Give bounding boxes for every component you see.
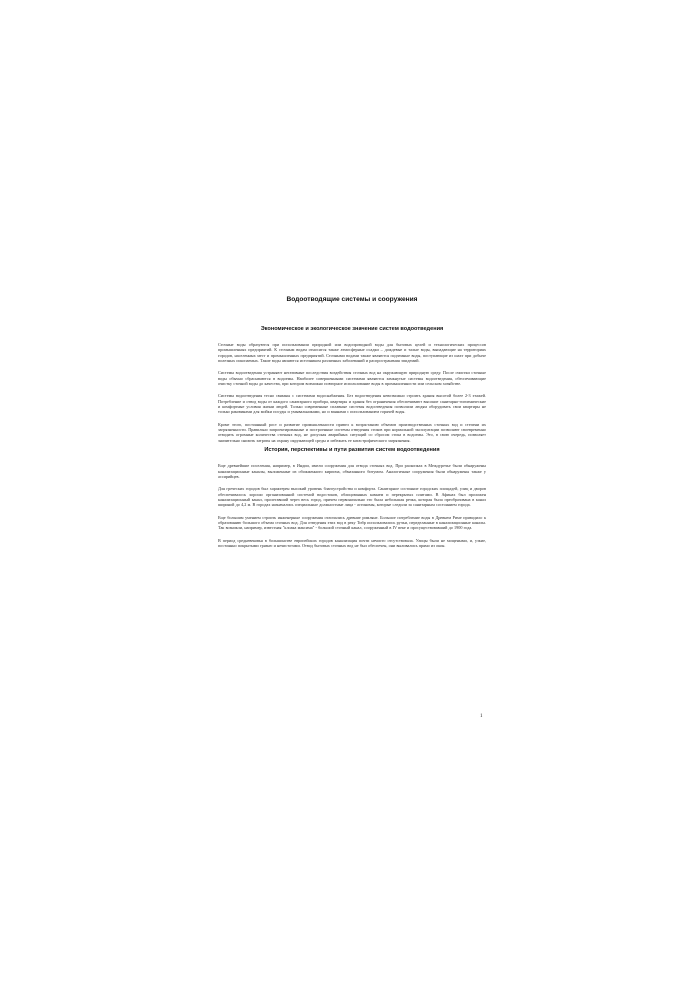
document-title: Водоотводящие системы и сооружения bbox=[286, 296, 418, 303]
page-number: 1 bbox=[480, 714, 483, 719]
paragraph: Системы водоотведения тесно связаны с системами водоснабжения. Без водоотведения невозможно строить здания высотой более 2-3 этажей. Потребление и отвод воды от каждого санитарного прибора, квартиры и здания без ограничения обеспечивают высокие санитарно-гигиенические и комфортные условия жизни людей. Только современные сплавные системы водоотведения позволили людям оборудовать свои квартиры не только раковинами для мойки посуды и умывальниками, но и ваннами с использованием горячей воды. bbox=[218, 393, 486, 415]
paragraph: В период средневековья в большинстве европейских городов канализация почти нечисто отсутствовала. Улицы были не мощеными, и, узкие, постоянно покрытыми грязью и нечистотами. Отвод бытовых сточных вод не был обеспечен, они выливались прямо из окон. bbox=[218, 537, 486, 548]
paragraph: Еще большим умением строить инженерные сооружения отличались древние римляне. Большое потребление воды в Древнем Риме приводило к образованию большого объема сточных вод. Для отведения этих вод в реку Тибр использовались ручьи, переделанные в канализационные каналы. Так возникли, например, известная "клоака максима" - большой сточный канал, сооруженный в IV веке и просуществовавший до 1900 года. bbox=[218, 514, 486, 531]
paragraph: Системы водоотведения устраняют негативные последствия воздействия сточных вод на окружающую природную среду. После очистки сточные воды обычно сбрасываются в водоемы. Наиболее совершенными системами являются замкнутые системы водоотведения, обеспечивающие очистку сточной воды до качества, при котором возможно повторное использование воды в промышленности или сельском хозяйстве. bbox=[218, 370, 486, 387]
section-heading: История, перспективы и пути развития систем водоотведения bbox=[264, 447, 440, 454]
paragraph: Сточные воды образуются при использовании природной или водопроводной воды для бытовых целей и технологических процессов промышленных предприятий. К сточным водам относятся также атмосферные осадки – дождевые и талые воды, выпадающие на территориях городов, населенных мест и промышленных предприятий. Сточными водами также являются подземные воды, поступающие из шахт при добыче полезных ископаемых. Такие воды являются источником различных заболеваний и распространения эпидемий. bbox=[218, 342, 486, 364]
page-content bbox=[218, 296, 486, 555]
paragraph: Кроме этого, постоянный рост и развитие промышленности привел к возрастанию объемов производственных сточных вод и степени их загрязненности. Правильно запроектированные и построенные системы отведения стоков при нормальной эксплуатации позволяют своевременно отводить огромные количества сточных вод, не допуская аварийных ситуаций со сбросом стока в водоемы. Это, в свою очередь, позволяет значительно снизить затраты на охрану окружающей среды и избежать ее катастрофического загрязнения. bbox=[218, 421, 486, 443]
section-heading: Экономическое и экологическое значение систем водоотведения bbox=[260, 326, 444, 332]
paragraph: Для греческих городов был характерен высокий уровень благоустройства и комфорта. Санитарное состояние городских площадей, улиц и дворов обеспечивалось хорошо организованной системой водостоков, облицованных камнем и перекрытых плитами. В Афинах был проложен канализационный канал, пролегавший через весь город, причем первоначально это была небольшая речка, которая была преобразована в канал шириной до 4,2 м. В городах назначались специальные должностные лица - астиномы, которые следили за санитарным состоянием города. bbox=[218, 486, 486, 508]
paragraph: Еще древнейшие поселения, например, в Индии, имели сооружения для отвода сточных вод. При раскопках в Междуречье были обнаружены канализационные каналы, выложенные из обожженного кирпича, обмазанного битумом. Аналогичные сооружения были обнаружены также у ассирийцев. bbox=[218, 463, 486, 479]
